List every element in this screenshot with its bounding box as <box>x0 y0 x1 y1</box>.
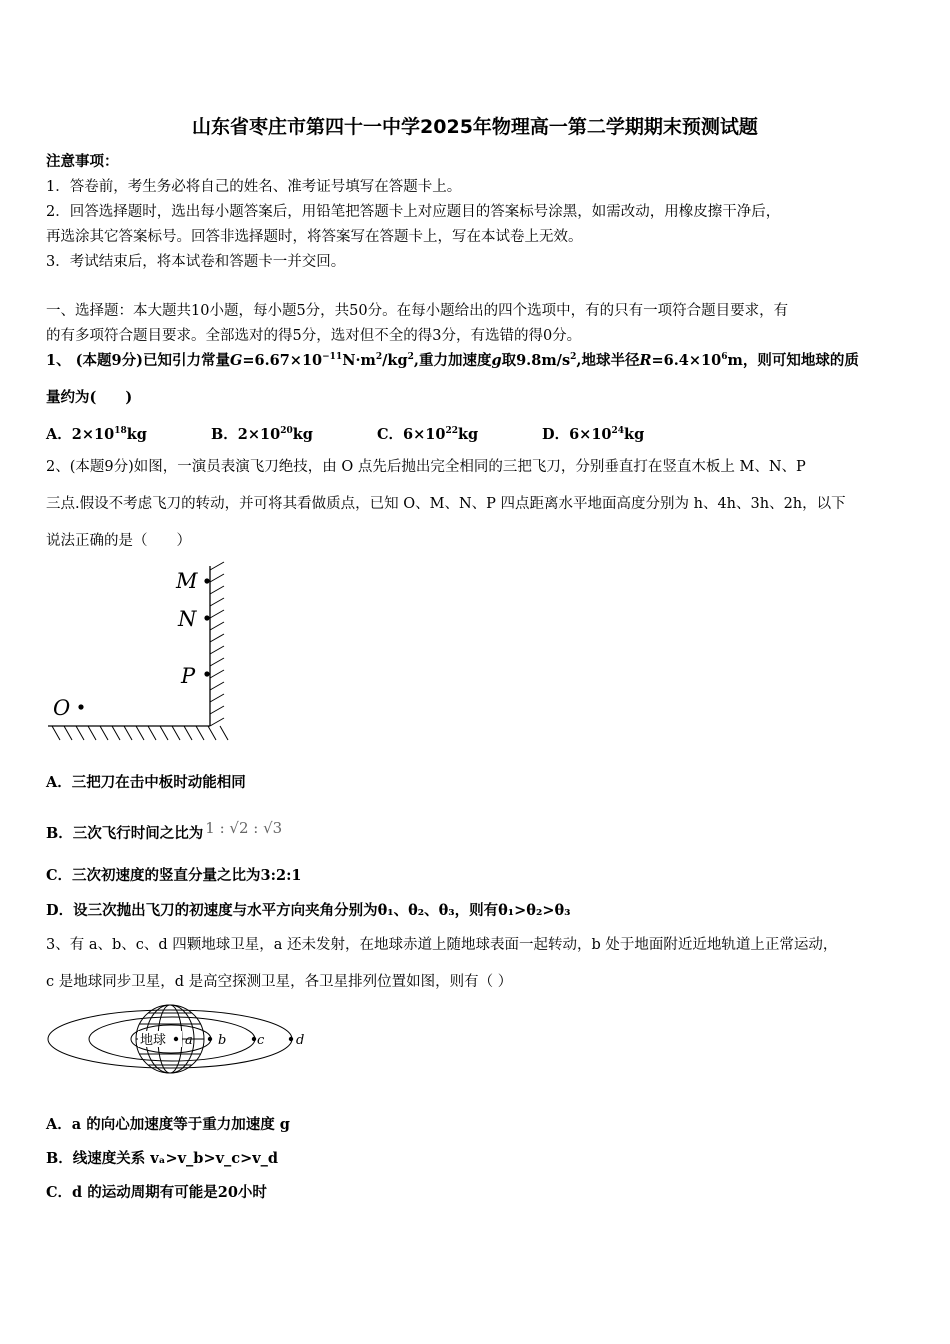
q2-stem-line3: 说法正确的是（ ） <box>46 533 191 549</box>
q3-stem-line1: 3、有 a、b、c、d 四颗地球卫星，a 还未发射，在地球赤道上随地球表面一起转动，b 处于地面附近近地轨道上正常运动， <box>46 937 838 953</box>
point-m <box>204 578 209 583</box>
q3-stem-line2: c 是地球同步卫星，d 是高空探测卫星，各卫星排列位置如图，则有（ ） <box>46 974 513 990</box>
label-p: P <box>181 664 196 688</box>
sat-a <box>174 1037 178 1041</box>
q3-option-c[interactable]: C．d 的运动周期有可能是20小时 <box>46 1184 267 1201</box>
q2-knife-figure <box>44 560 240 750</box>
q3-option-a[interactable]: A．a 的向心加速度等于重力加速度 g <box>46 1116 290 1133</box>
notice-item-3: 3．考试结束后，将本试卷和答题卡一并交回。 <box>46 254 346 270</box>
ground-hatch <box>52 726 228 740</box>
q2-option-b-ratio: 1 : √2 : √3 <box>205 819 283 837</box>
q2-option-b[interactable]: B．三次飞行时间之比为 1 : √2 : √3 <box>46 819 283 842</box>
q2-stem-line1: 2、(本题9分)如图，一演员表演飞刀绝技，由 O 点先后抛出完全相同的三把飞刀，分别垂直打在竖直木板上 M、N、P <box>46 459 806 475</box>
q2-option-d[interactable]: D．设三次抛出飞刀的初速度与水平方向夹角分别为θ₁、θ₂、θ₃，则有θ₁>θ₂>θ₃ <box>46 902 571 919</box>
q1-option-d[interactable]: D．$6\times 10^{24}kg$ <box>542 426 645 443</box>
q2-option-c[interactable]: C．三次初速度的竖直分量之比为3:2:1 <box>46 867 302 884</box>
sat-d <box>289 1037 293 1041</box>
q1-option-c[interactable]: C．$6\times 10^{22}kg$ <box>377 426 479 443</box>
label-b: b <box>218 1033 227 1048</box>
notice-item-2: 2．回答选择题时，选出每小题答案后，用铅笔把答题卡上对应题目的答案标号涂黑，如需改动，用橡皮擦干净后， <box>46 204 781 220</box>
label-n: N <box>178 607 197 631</box>
section-intro-line1: 一、选择题：本大题共10小题，每小题5分，共50分。在每小题给出的四个选项中，有的只有一项符合题目要求，有 <box>46 303 789 319</box>
page-title: 山东省枣庄市第四十一中学2025年物理高一第二学期期末预测试题 <box>192 116 758 138</box>
q1-stem-line1: 1、 (本题9分)已知引力常量$G=6.67\times 10^{-11}N\cdot m^2/kg^2$,重力加速度g取$9.8m/s^2$,地球半径$R=6.4\times 10^6m$，则可知地球的质 <box>46 352 859 369</box>
label-d: d <box>296 1033 305 1048</box>
q1-option-b[interactable]: B．$2\times 10^{20}kg$ <box>211 426 313 443</box>
q2-option-a[interactable]: A．三把刀在击中板时动能相同 <box>46 774 246 791</box>
wall-hatch <box>210 562 224 726</box>
sat-c <box>252 1037 256 1041</box>
section-intro-line2: 的有多项符合题目要求。全部选对的得5分，选对但不全的得3分，有选错的得0分。 <box>46 328 582 344</box>
q1-option-a[interactable]: A．$2\times 10^{18}kg$ <box>46 426 147 443</box>
label-m: M <box>176 569 198 593</box>
label-a: a <box>185 1033 193 1048</box>
label-o: O <box>53 696 71 720</box>
sat-b <box>208 1037 212 1041</box>
q1-stem-line2: 量约为( ) <box>46 389 133 406</box>
point-n <box>204 615 209 620</box>
q3-option-b[interactable]: B．线速度关系 vₐ>v_b>v_c>v_d <box>46 1150 279 1167</box>
notice-heading: 注意事项： <box>46 153 119 170</box>
q3-satellite-figure <box>44 1004 314 1082</box>
label-c: c <box>257 1033 265 1048</box>
label-earth: 地球 <box>140 1033 167 1048</box>
q2-stem-line2: 三点.假设不考虑飞刀的转动，并可将其看做质点，已知 O、M、N、P 四点距离水平地面高度分别为 h、4h、3h、2h，以下 <box>46 496 846 512</box>
notice-item-1: 1．答卷前，考生务必将自己的姓名、准考证号填写在答题卡上。 <box>46 179 462 195</box>
point-p <box>204 671 209 676</box>
notice-item-2-cont: 再选涂其它答案标号。回答非选择题时，将答案写在答题卡上，写在本试卷上无效。 <box>46 229 583 245</box>
point-o <box>78 704 83 709</box>
